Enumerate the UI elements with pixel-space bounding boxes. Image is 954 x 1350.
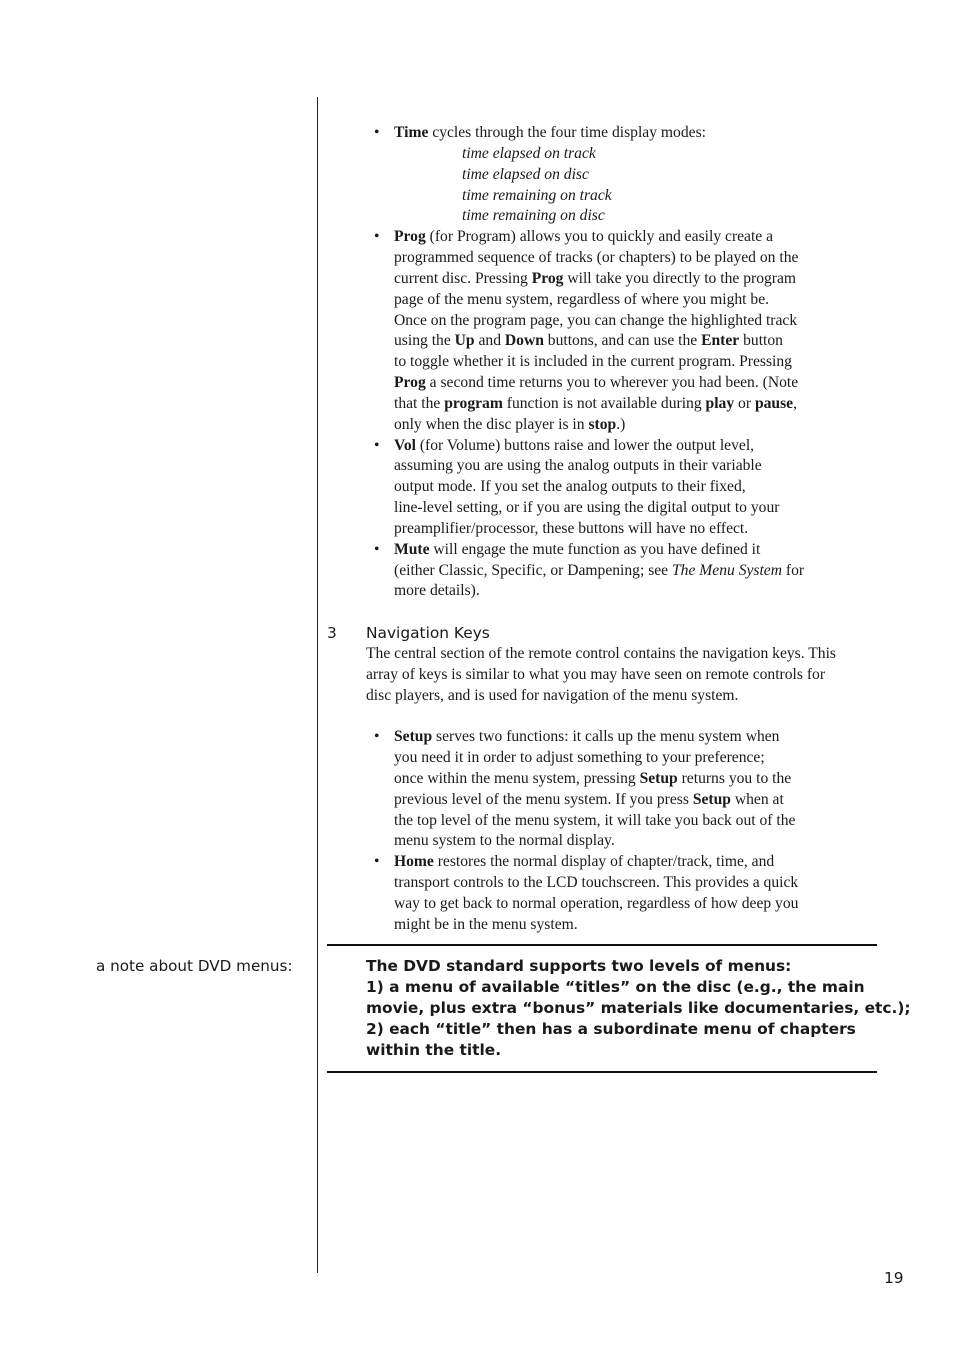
note-label: a note about DVD menus:	[96, 957, 293, 975]
bullet: •	[374, 541, 380, 558]
vol-item-line: assuming you are using the analog outputs in their variable	[394, 457, 762, 474]
note-line: The DVD standard supports two levels of menus:	[366, 957, 792, 975]
home-item-line: way to get back to normal operation, regardless of how deep you	[394, 895, 799, 912]
setup-item-line: the top level of the menu system, it will take you back out of the	[394, 812, 796, 829]
note-line: within the title.	[366, 1041, 502, 1059]
time-item: Time cycles through the four time display modes:	[394, 124, 706, 141]
callout-rule-top	[327, 944, 877, 946]
setup-item-line: Setup serves two functions: it calls up the menu system when	[394, 728, 780, 745]
bullet: •	[374, 853, 380, 870]
time-mode: time remaining on disc	[462, 207, 605, 224]
prog-item-line: programmed sequence of tracks (or chapters) to be played on the	[394, 249, 799, 266]
home-item-line: transport controls to the LCD touchscreen. This provides a quick	[394, 874, 799, 891]
time-mode: time elapsed on track	[462, 145, 596, 162]
setup-item-line: once within the menu system, pressing Setup returns you to the	[394, 770, 792, 787]
callout-rule-bottom	[327, 1071, 877, 1073]
setup-item-line: menu system to the normal display.	[394, 832, 615, 849]
bullet: •	[374, 124, 380, 141]
mute-item-line: more details).	[394, 582, 480, 599]
mute-item-line: Mute will engage the mute function as you have defined it	[394, 541, 761, 558]
note-line: 2) each “title” then has a subordinate menu of chapters	[366, 1020, 856, 1038]
prog-item-line: that the program function is not available during play or pause,	[394, 395, 797, 412]
mute-item-line: (either Classic, Specific, or Dampening; see The Menu System for	[394, 562, 805, 579]
term-time: Time	[394, 124, 429, 141]
setup-item-line: you need it in order to adjust something to your preference;	[394, 749, 765, 766]
prog-item-line: only when the disc player is in stop.)	[394, 416, 626, 433]
time-mode: time remaining on track	[462, 187, 612, 204]
home-item-line: Home restores the normal display of chapter/track, time, and	[394, 853, 775, 870]
note-line: movie, plus extra “bonus” materials like documentaries, etc.);	[366, 999, 911, 1017]
vol-item-line: Vol (for Volume) buttons raise and lower the output level,	[394, 437, 755, 454]
section-paragraph-line: The central section of the remote control contains the navigation keys. This	[366, 645, 836, 662]
margin-rule	[317, 97, 318, 1273]
prog-item-line: Prog (for Program) allows you to quickly and easily create a	[394, 228, 774, 245]
prog-item-line: Once on the program page, you can change the highlighted track	[394, 312, 798, 329]
vol-item-line: output mode. If you set the analog outputs to their fixed,	[394, 478, 746, 495]
home-item-line: might be in the menu system.	[394, 916, 578, 933]
bullet: •	[374, 437, 380, 454]
prog-item-line: to toggle whether it is included in the current program. Pressing	[394, 353, 792, 370]
bullet: •	[374, 728, 380, 745]
setup-item-line: previous level of the menu system. If you press Setup when at	[394, 791, 784, 808]
page-number: 19	[884, 1269, 904, 1287]
prog-item-line: using the Up and Down buttons, and can use the Enter button	[394, 332, 783, 349]
vol-item-line: preamplifier/processor, these buttons will have no effect.	[394, 520, 749, 537]
bullet: •	[374, 228, 380, 245]
prog-item-line: page of the menu system, regardless of where you might be.	[394, 291, 770, 308]
note-line: 1) a menu of available “titles” on the disc (e.g., the main	[366, 978, 865, 996]
prog-item-line: Prog a second time returns you to wherever you had been. (Note	[394, 374, 799, 391]
section-title: Navigation Keys	[366, 624, 490, 642]
section-paragraph-line: array of keys is similar to what you may have seen on remote controls for	[366, 666, 826, 683]
section-number: 3	[327, 624, 337, 642]
prog-item-line: current disc. Pressing Prog will take you directly to the program	[394, 270, 797, 287]
section-paragraph-line: disc players, and is used for navigation of the menu system.	[366, 687, 739, 704]
time-mode: time elapsed on disc	[462, 166, 589, 183]
vol-item-line: line-level setting, or if you are using the digital output to your	[394, 499, 780, 516]
